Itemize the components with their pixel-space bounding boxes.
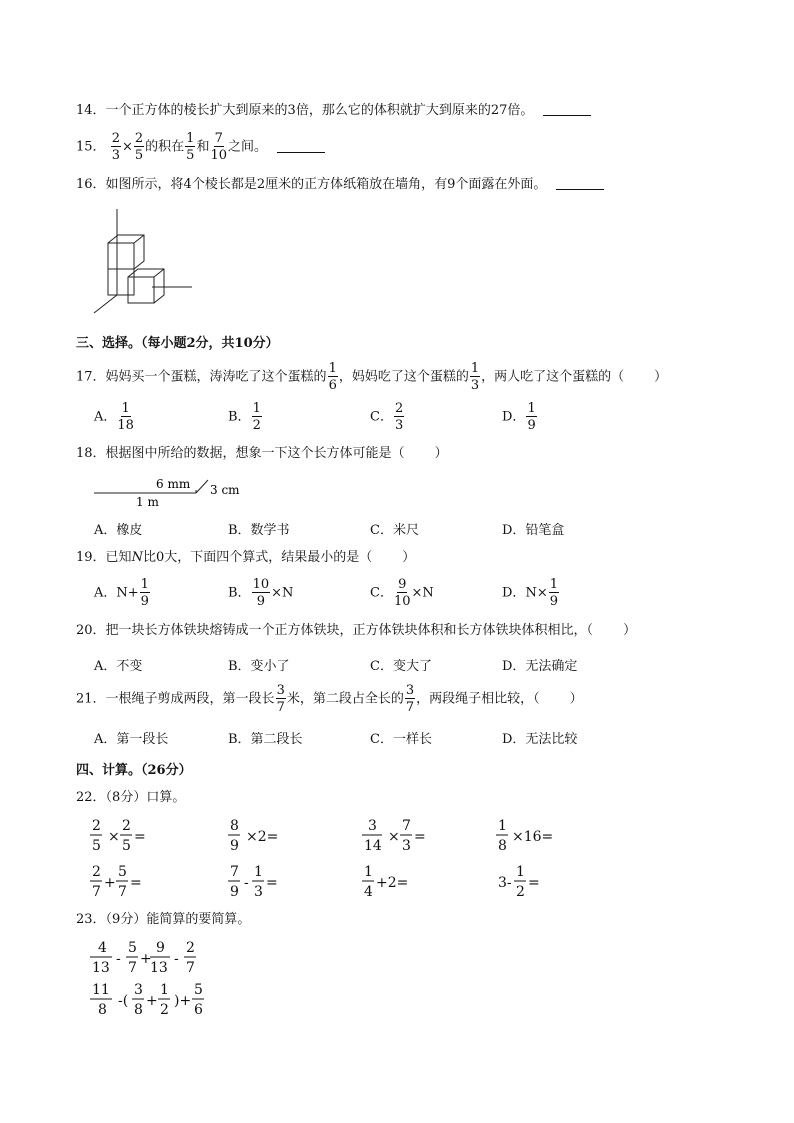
- svg-text:=: =: [134, 829, 146, 845]
- svg-text:13: 13: [150, 960, 168, 976]
- expr-3-14-times-7-3: [362, 818, 426, 854]
- svg-text:5: 5: [118, 864, 127, 880]
- svg-text:5: 5: [128, 940, 137, 956]
- question-20: 20．把一块长方体铁块熔铸成一个正方体铁块，正方体铁块体积和长方体铁块体积相比，（ ）: [76, 623, 637, 638]
- expr-2-5-times-2-5: [90, 818, 146, 854]
- q21-option-b[interactable]: B．第二段长: [228, 732, 303, 747]
- svg-text:9: 9: [156, 940, 165, 956]
- fraction: $\frac{7}{10}$: [210, 131, 228, 163]
- mental-arithmetic-problems: [88, 814, 588, 904]
- svg-text:2: 2: [92, 818, 101, 834]
- fraction: $\frac{2}{3}$: [111, 131, 120, 163]
- answer-blank[interactable]: [543, 115, 591, 116]
- svg-text:2: 2: [516, 884, 525, 900]
- svg-text:+: +: [140, 951, 152, 967]
- svg-text:8: 8: [498, 838, 507, 854]
- section-four-heading: 四、计算。（26分）: [76, 763, 192, 778]
- dim-length-label: 1 m: [136, 495, 159, 509]
- svg-text:7: 7: [230, 864, 239, 880]
- svg-text:7: 7: [128, 960, 137, 976]
- dim-width-label: 6 mm: [156, 477, 191, 491]
- dim-height-label: 3 cm: [210, 483, 240, 497]
- svg-text:9: 9: [230, 884, 239, 900]
- svg-text:7: 7: [186, 960, 195, 976]
- question-23: 23．（9分）能简算的要简算。: [76, 912, 251, 927]
- svg-text:-: -: [174, 951, 179, 967]
- svg-text:1: 1: [516, 864, 525, 880]
- q18-option-c[interactable]: C．米尺: [370, 523, 419, 538]
- fraction: $\frac{3}{7}$: [276, 683, 285, 715]
- q21-option-c[interactable]: C．一样长: [370, 732, 432, 747]
- svg-text:8: 8: [98, 1002, 107, 1016]
- answer-blank[interactable]: [556, 189, 604, 190]
- svg-text:4: 4: [364, 884, 373, 900]
- svg-text:7: 7: [118, 884, 127, 900]
- question-14: 14．一个正方体的棱长扩大到原来的3倍，那么它的体积就扩大到原来的27倍。: [76, 104, 591, 117]
- svg-text:×2=: ×2=: [246, 829, 279, 845]
- svg-text:7: 7: [92, 884, 101, 900]
- svg-text:+2=: +2=: [376, 875, 409, 891]
- question-22: 22．（8分）口算。: [76, 790, 186, 805]
- q21-option-a[interactable]: A．第一段长: [94, 732, 169, 747]
- simplify-problems: [88, 936, 288, 1016]
- q20-option-b[interactable]: B．变小了: [228, 659, 290, 674]
- svg-text:9: 9: [230, 838, 239, 854]
- expr-7-9-minus-1-3: [228, 864, 278, 900]
- svg-text:1: 1: [254, 864, 263, 880]
- q17-option-a[interactable]: A． $\frac{1}{18}$: [94, 401, 134, 433]
- svg-text:13: 13: [92, 960, 110, 976]
- svg-text:=: =: [414, 829, 426, 845]
- svg-text:8: 8: [134, 1002, 143, 1016]
- cuboid-dimension-figure: [92, 472, 252, 510]
- svg-text:×16=: ×16=: [512, 829, 554, 845]
- q18-option-b[interactable]: B．数学书: [228, 523, 290, 538]
- q19-option-d[interactable]: D．N× $\frac{1}{9}$: [502, 577, 558, 609]
- svg-text:3-: 3-: [498, 875, 512, 891]
- svg-text:)+: )+: [174, 993, 192, 1009]
- svg-text:=: =: [130, 875, 142, 891]
- fraction: $\frac{1}{3}$: [470, 361, 480, 393]
- question-16: 16．如图所示，将4个棱长都是2厘米的正方体纸箱放在墙角，有9个面露在外面。: [76, 178, 604, 191]
- svg-text:1: 1: [160, 982, 169, 998]
- svg-text:-(: -(: [118, 993, 129, 1009]
- svg-text:3: 3: [402, 838, 411, 854]
- svg-text:6: 6: [194, 1002, 203, 1016]
- svg-text:2: 2: [186, 940, 195, 956]
- question-17: 17．妈妈买一个蛋糕，涛涛吃了这个蛋糕的 $\frac{1}{6}$ ，妈妈吃了这个蛋糕的 $\frac{1}{3}$ ，两人吃了这个蛋糕的（ ）: [76, 361, 668, 393]
- svg-text:+: +: [146, 993, 158, 1009]
- q17-option-d[interactable]: D． $\frac{1}{9}$: [502, 401, 536, 433]
- cubes-in-corner-figure: [92, 205, 202, 317]
- question-18: 18．根据图中所给的数据，想象一下这个长方体可能是（ ）: [76, 446, 448, 461]
- fraction: $\frac{1}{5}$: [186, 131, 195, 163]
- svg-text:×: ×: [388, 829, 400, 845]
- svg-text:+: +: [104, 875, 116, 891]
- fraction: $\frac{1}{6}$: [328, 361, 337, 393]
- q14-text: 一个正方体的棱长扩大到原来的3倍，那么它的体积就扩大到原来的27倍。: [105, 103, 534, 118]
- q18-option-a[interactable]: A．橡皮: [94, 523, 143, 538]
- svg-text:5: 5: [122, 838, 131, 854]
- question-15: 15． $\frac{2}{3}$ × $\frac{2}{5}$ 的积在 $\frac{1}{5}$ 和 $\frac{7}{10}$ 之间。: [76, 132, 325, 162]
- svg-text:5: 5: [92, 838, 101, 854]
- expr-8-9-times-2: [228, 818, 278, 854]
- q20-option-d[interactable]: D．无法确定: [502, 659, 578, 674]
- svg-text:-: -: [244, 875, 249, 891]
- svg-text:-: -: [116, 951, 121, 967]
- question-21: 21．一根绳子剪成两段，第一段长 $\frac{3}{7}$ 米，第二段占全长的 $\frac{3}{7}$ ，两段绳子相比较，（ ）: [76, 683, 583, 715]
- q17-option-b[interactable]: B． $\frac{1}{2}$: [228, 401, 261, 433]
- svg-text:7: 7: [402, 818, 411, 834]
- q20-option-c[interactable]: C．变大了: [370, 659, 432, 674]
- svg-text:×: ×: [108, 829, 120, 845]
- section-three-heading: 三、选择。（每小题2分，共10分）: [76, 336, 279, 351]
- svg-text:3: 3: [134, 982, 143, 998]
- expr-11-8-minus-3-8-plus-1-2-plus-5-6: [90, 982, 204, 1016]
- expr-4-13-minus-5-7-plus-9-13-minus-2-7: [90, 940, 196, 976]
- expr-1-4-plus-2: [362, 864, 408, 900]
- svg-text:2: 2: [122, 818, 131, 834]
- q17-option-c[interactable]: C． $\frac{2}{3}$: [370, 401, 404, 433]
- svg-text:=: =: [266, 875, 278, 891]
- q16-text: 如图所示，将4个棱长都是2厘米的正方体纸箱放在墙角，有9个面露在外面。: [105, 177, 547, 192]
- svg-text:8: 8: [230, 818, 239, 834]
- fraction: $\frac{3}{7}$: [405, 683, 415, 715]
- svg-text:2: 2: [92, 864, 101, 880]
- expr-3-minus-1-2: [498, 864, 540, 900]
- svg-text:1: 1: [364, 864, 373, 880]
- svg-text:4: 4: [98, 940, 107, 956]
- svg-text:11: 11: [92, 982, 110, 998]
- question-19: 19．已知N比0大，下面四个算式，结果最小的是（ ）: [76, 550, 416, 565]
- q21-option-d[interactable]: D．无法比较: [502, 732, 578, 747]
- expr-2-7-plus-5-7: [90, 864, 142, 900]
- svg-text:1: 1: [498, 818, 507, 834]
- q18-option-d[interactable]: D．铅笔盒: [502, 523, 565, 538]
- svg-text:=: =: [528, 875, 540, 891]
- q19-option-a[interactable]: A．N+ $\frac{1}{9}$: [94, 577, 149, 609]
- q19-option-b[interactable]: B． $\frac{10}{9}$ ×N: [228, 577, 294, 609]
- q20-option-a[interactable]: A．不变: [94, 659, 143, 674]
- svg-text:5: 5: [194, 982, 203, 998]
- svg-text:3: 3: [368, 818, 377, 834]
- svg-text:2: 2: [160, 1002, 169, 1016]
- svg-text:3: 3: [254, 884, 263, 900]
- answer-blank[interactable]: [277, 152, 325, 153]
- q19-option-c[interactable]: C． $\frac{9}{10}$ ×N: [370, 577, 434, 609]
- svg-text:14: 14: [364, 838, 382, 854]
- fraction: $\frac{2}{5}$: [134, 131, 144, 163]
- expr-1-8-times-16: [496, 818, 553, 854]
